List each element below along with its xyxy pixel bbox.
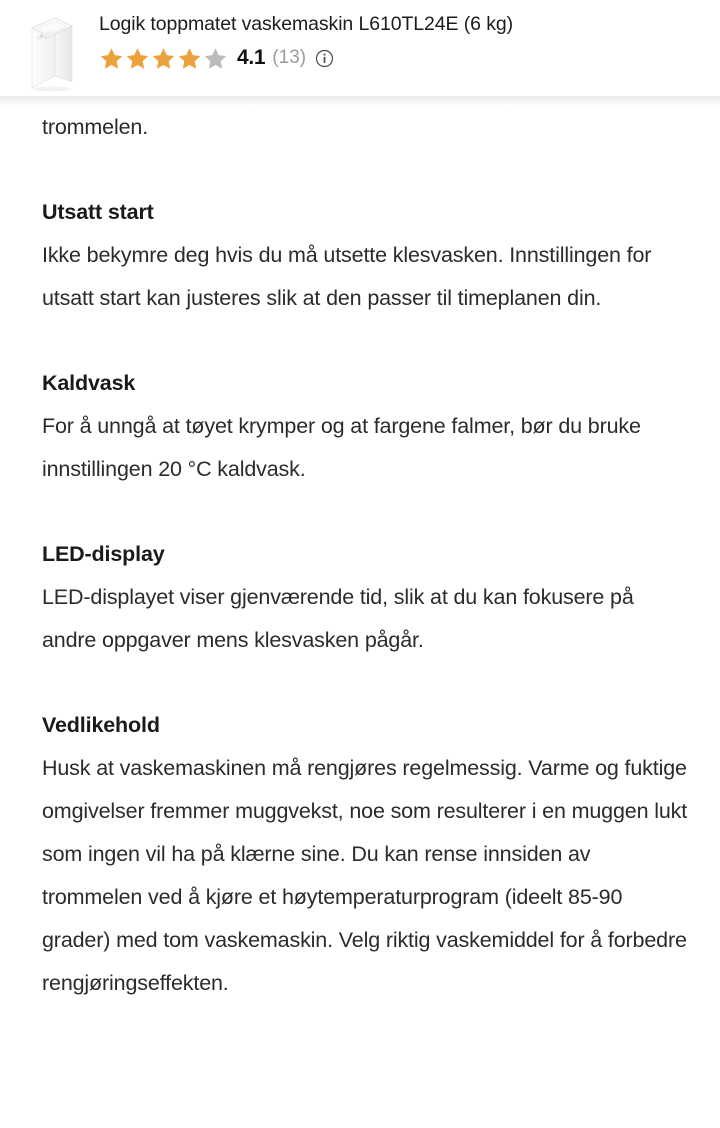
section-body: For å unngå at tøyet krymper og at fargene falmer, bør du bruke innstillingen 20 °C kaldvask. [42, 414, 641, 481]
info-icon[interactable] [315, 49, 334, 68]
star-icon-filled-1 [99, 46, 124, 71]
section-utsatt-start [42, 191, 690, 320]
section-heading: Vedlikehold [42, 713, 160, 737]
continued-paragraph: trommelen. [42, 115, 149, 139]
star-rating[interactable] [99, 46, 228, 71]
product-header [0, 0, 720, 96]
product-title: Logik toppmatet vaskemaskin L610TL24E (6 kg) [99, 13, 513, 35]
star-icon-filled-2 [125, 46, 150, 71]
washing-machine-thumbnail[interactable] [10, 6, 92, 96]
rating-value: 4.1 [237, 46, 266, 69]
section-heading: Kaldvask [42, 371, 136, 395]
section-kaldvask [42, 362, 690, 491]
section-heading: LED-display [42, 542, 165, 566]
star-icon-filled-3 [151, 46, 176, 71]
section-led-display [42, 533, 690, 662]
section-body: Husk at vaskemaskinen må rengjøres regelmessig. Varme og fuktige omgivelser fremmer muggvekst, noe som resulterer i en muggen lukt som ingen vil ha på klærne sine. Du kan rense innsiden av trommelen ved å kjøre et høytemperaturprogram (ideelt 85-90 grader) med tom vaskemaskin. Velg riktig vaskemiddel for å forbedre rengjøringseffekten. [42, 756, 688, 995]
star-icon-empty-5 [203, 46, 228, 71]
rating-row[interactable] [99, 45, 720, 71]
description-content [0, 106, 720, 1005]
section-body: Ikke bekymre deg hvis du må utsette klesvasken. Innstillingen for utsatt start kan justeres slik at den passer til timeplanen din. [42, 243, 652, 310]
section-vedlikehold [42, 704, 690, 1005]
rating-count[interactable]: (13) [272, 47, 307, 68]
product-header-text [92, 6, 720, 71]
header-scroll-shadow [0, 96, 720, 106]
star-icon-filled-4 [177, 46, 202, 71]
section-body: LED-displayet viser gjenværende tid, slik at du kan fokusere på andre oppgaver mens klesvasken pågår. [42, 585, 634, 652]
section-heading: Utsatt start [42, 200, 154, 224]
